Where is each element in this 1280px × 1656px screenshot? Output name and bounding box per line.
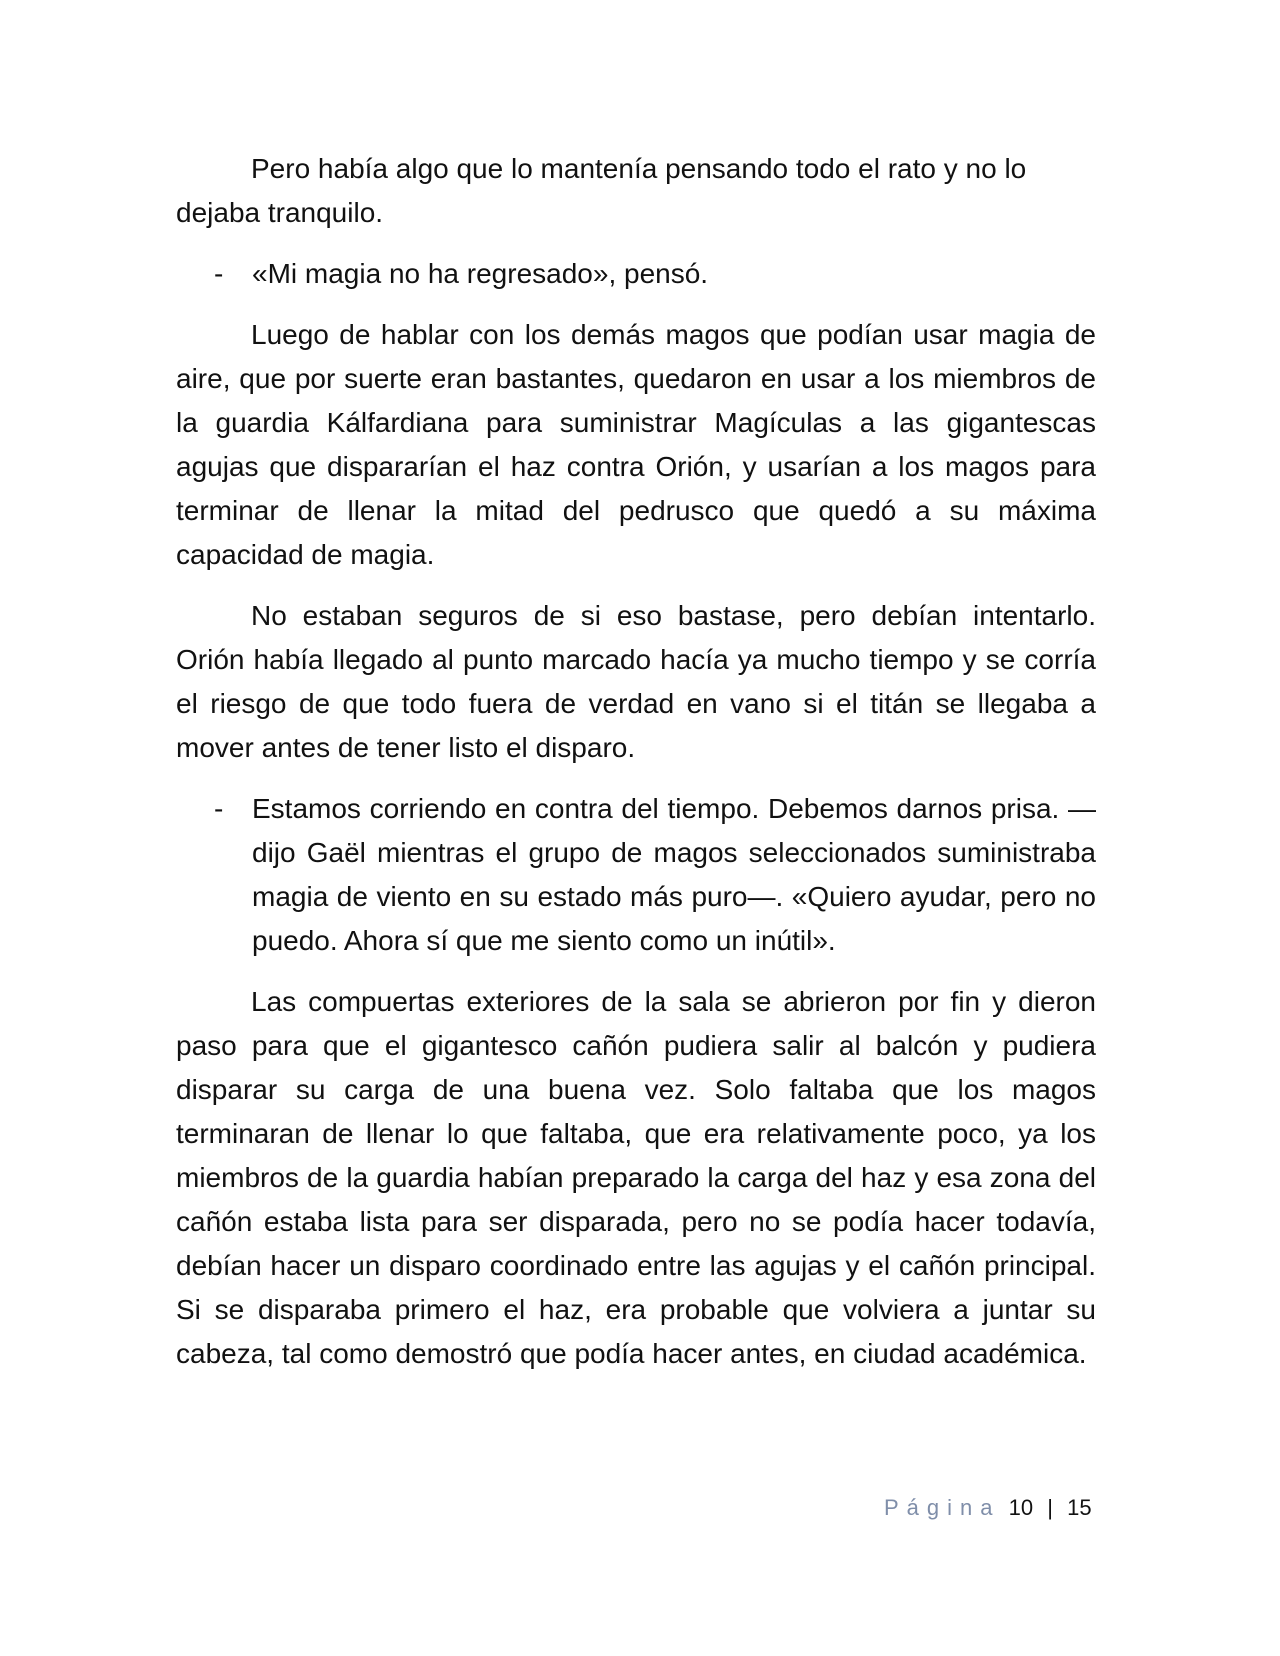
paragraph: No estaban seguros de si eso bastase, pero debían intentarlo. Orión había llegado al punto marcado hacía ya mucho tiempo y se corría el riesgo de que todo fuera de verdad en vano si el titán se llegaba a mover antes de tener listo el disparo. — [176, 600, 1096, 763]
total-pages-number: 15 — [1067, 1495, 1092, 1520]
dialogue-line — [176, 787, 1096, 963]
dialogue-dash: - — [214, 258, 224, 289]
dialogue-text: Estamos corriendo en contra del tiempo. Debemos darnos prisa. —dijo Gaël mientras el grupo de magos seleccionados suministraba magia de viento en su estado más puro—. «Quiero ayudar, pero no puedo. Ahora sí que me siento como un inútil». — [252, 793, 1096, 956]
paragraph: Las compuertas exteriores de la sala se abrieron por fin y dieron paso para que el gigantesco cañón pudiera salir al balcón y pudiera disparar su carga de una buena vez. Solo faltaba que los magos terminaran de llenar lo que faltaba, que era relativamente poco, ya los miembros de la guardia habían preparado la carga del haz y esa zona del cañón estaba lista para ser disparada, pero no se podía hacer todavía, debían hacer un disparo coordinado entre las agujas y el cañón principal. Si se disparaba primero el haz, era probable que volviera a juntar su cabeza, tal como demostró que podía hacer antes, en ciudad académica. — [176, 986, 1096, 1369]
paragraph: Luego de hablar con los demás magos que podían usar magia de aire, que por suerte eran bastantes, quedaron en usar a los miembros de la guardia Kálfardiana para suministrar Magículas a las gigantescas agujas que dispararían el haz contra Orión, y usarían a los magos para terminar de llenar la mitad del pedrusco que quedó a su máxima capacidad de magia. — [176, 319, 1096, 570]
dialogue-text: «Mi magia no ha regresado», pensó. — [252, 258, 709, 289]
paragraph: Pero había algo que lo mantenía pensando todo el rato y no lo dejaba tranquilo. — [176, 153, 1027, 228]
dialogue-dash: - — [214, 793, 224, 824]
dialogue-line — [176, 252, 1096, 296]
page-footer — [884, 1493, 1092, 1523]
page-label: Página — [884, 1495, 1001, 1520]
current-page-number: 10 — [1008, 1495, 1034, 1520]
page-separator: | — [1047, 1495, 1053, 1520]
page-body — [176, 147, 1096, 1393]
